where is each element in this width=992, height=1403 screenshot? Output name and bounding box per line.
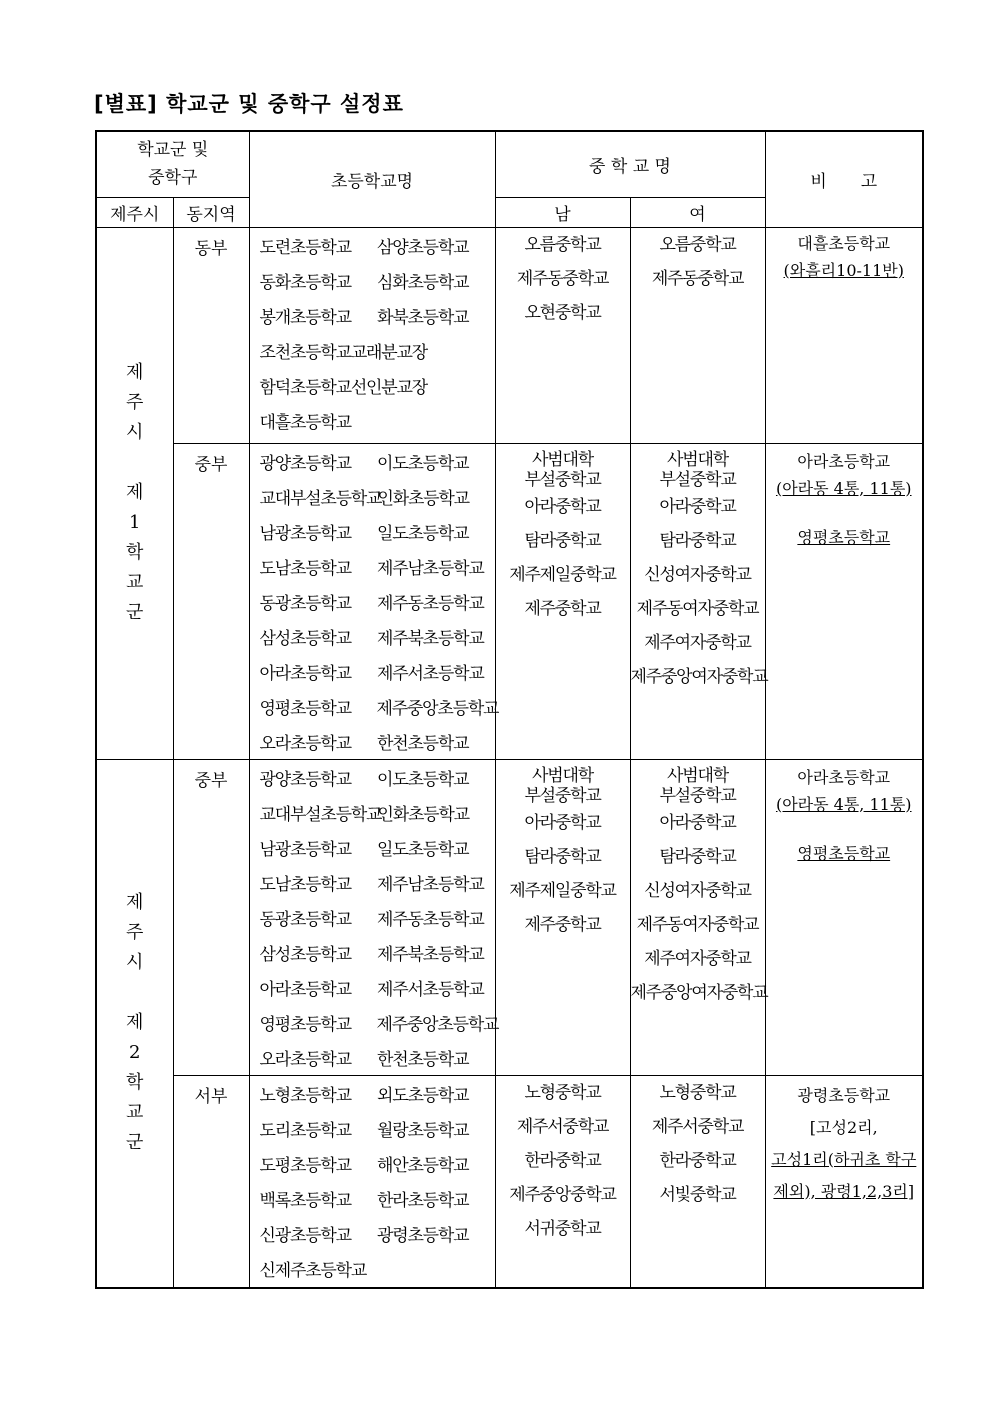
middle-school: 제주여자중학교 — [644, 632, 751, 653]
middle-school: 노형중학교 — [659, 1082, 736, 1103]
middle-school: 한라중학교 — [659, 1150, 736, 1171]
header-city: 제주시 — [96, 197, 173, 227]
vertical-char: 제 — [126, 482, 144, 503]
elementary-school: 남광초등학교 — [259, 839, 351, 860]
elementary-school: 광령초등학교 — [377, 1225, 469, 1246]
elementary-row — [250, 689, 499, 724]
middle-school: 서빛중학교 — [659, 1184, 736, 1205]
group1-central-remarks — [765, 443, 923, 759]
middle-school: 탐라중학교 — [524, 846, 601, 867]
remark-line: 대흘초등학교 — [797, 233, 891, 253]
middle-school: 아라중학교 — [524, 496, 601, 517]
elementary-school: 도남초등학교 — [259, 874, 351, 895]
elementary-school: 도련초등학교 — [259, 237, 351, 258]
group1-east-male — [495, 227, 630, 443]
area-label: 동부 — [194, 238, 228, 259]
middle-school: 부설중학교 — [524, 785, 601, 806]
group2-label-b — [97, 1008, 173, 1158]
middle-school: 한라중학교 — [524, 1150, 601, 1171]
elementary-row — [250, 1181, 495, 1216]
group2-west-male — [495, 1075, 630, 1288]
vertical-char: 2 — [129, 1042, 141, 1064]
group2-west-remarks — [765, 1075, 923, 1288]
elementary-school: 화북초등학교 — [377, 307, 469, 328]
area-label: 중부 — [194, 770, 228, 791]
elementary-school: 일도초등학교 — [377, 523, 469, 544]
middle-school: 제주동여자중학교 — [636, 598, 759, 619]
elementary-row — [250, 900, 495, 935]
elementary-school: 인화초등학교 — [377, 804, 469, 825]
group1-east-female — [630, 227, 765, 443]
elementary-row — [250, 1005, 499, 1040]
elementary-school: 오라초등학교 — [259, 1049, 351, 1070]
middle-school: 오현중학교 — [524, 302, 601, 323]
vertical-char: 시 — [126, 422, 144, 443]
middle-school: 제주중앙여자중학교 — [630, 666, 768, 687]
middle-school: 오름중학교 — [524, 234, 601, 255]
group1-central-female — [630, 443, 768, 759]
vertical-char: 군 — [126, 1132, 144, 1154]
elementary-school: 봉개초등학교 — [259, 307, 351, 328]
elementary-school: 신광초등학교 — [259, 1225, 351, 1246]
group1-label-b — [97, 478, 173, 628]
middle-school: 탐라중학교 — [524, 530, 601, 551]
elementary-school: 광양초등학교 — [259, 769, 351, 790]
middle-school: 오름중학교 — [659, 234, 736, 255]
middle-school: 아라중학교 — [659, 496, 736, 517]
elementary-row — [250, 935, 495, 970]
middle-school: 부설중학교 — [659, 785, 736, 806]
elementary-school: 노형초등학교 — [259, 1085, 351, 1106]
middle-school: 신성여자중학교 — [644, 880, 751, 901]
elementary-school: 해안초등학교 — [377, 1155, 469, 1176]
area-label: 중부 — [194, 454, 228, 475]
middle-school: 제주중학교 — [524, 914, 601, 935]
header-female: 여 — [630, 197, 765, 227]
elementary-school: 제주동초등학교 — [377, 593, 484, 614]
middle-school: 제주제일중학교 — [509, 880, 616, 901]
school-district-table — [95, 130, 924, 1289]
elementary-school: 오라초등학교 — [259, 733, 351, 754]
elementary-row — [250, 263, 495, 298]
group2-central-female — [630, 759, 768, 1075]
elementary-school: 신제주초등학교 — [259, 1260, 367, 1281]
elementary-school: 조천초등학교교래분교장 — [259, 342, 427, 363]
vertical-char: 군 — [126, 602, 144, 623]
vertical-char: 제 — [126, 1012, 144, 1034]
vertical-char: 제 — [126, 362, 144, 383]
group1-central-area — [173, 443, 249, 759]
elementary-school: 외도초등학교 — [377, 1085, 469, 1106]
vertical-char: 1 — [129, 512, 141, 533]
elementary-school: 아라초등학교 — [259, 663, 351, 684]
middle-school: 아라중학교 — [659, 812, 736, 833]
remark-line: (와흘리10-11반) — [783, 260, 904, 280]
vertical-char: 학 — [126, 1072, 144, 1094]
elementary-school: 아라초등학교 — [259, 979, 351, 1000]
elementary-school: 광양초등학교 — [259, 453, 351, 474]
elementary-row — [250, 444, 495, 479]
elementary-school: 도평초등학교 — [259, 1155, 351, 1176]
group2-label — [96, 759, 173, 1288]
elementary-row — [250, 584, 495, 619]
remark-line: 아라초등학교 — [797, 767, 891, 787]
elementary-school: 동광초등학교 — [259, 909, 351, 930]
middle-school: 제주중학교 — [524, 598, 601, 619]
group2-west-area — [173, 1075, 249, 1288]
elementary-row — [250, 514, 495, 549]
page-title: [별표] 학교군 및 중학구 설정표 — [94, 92, 404, 116]
middle-school: 제주중앙여자중학교 — [630, 982, 768, 1003]
vertical-char: 교 — [126, 1102, 144, 1124]
vertical-char: 주 — [126, 392, 144, 413]
elementary-row — [250, 760, 495, 795]
elementary-row — [250, 1076, 495, 1111]
group1-east-elementary — [249, 227, 495, 443]
middle-school: 사범대학 — [532, 449, 593, 470]
elementary-row — [250, 1111, 495, 1146]
group2-central-remarks — [765, 759, 923, 1075]
group1-east-area — [173, 227, 249, 443]
header-district: 동지역 — [173, 197, 249, 227]
elementary-school: 한라초등학교 — [377, 1190, 469, 1211]
middle-school: 부설중학교 — [659, 469, 736, 490]
remark-line: 고성1리(하귀초 학구 — [771, 1149, 917, 1169]
middle-school: 탐라중학교 — [659, 530, 736, 551]
remark-line: 영평초등학교 — [797, 527, 891, 547]
middle-school: 아라중학교 — [524, 812, 601, 833]
remark-line: 광령초등학교 — [797, 1085, 891, 1105]
elementary-school: 심화초등학교 — [377, 272, 469, 293]
elementary-school: 월랑초등학교 — [377, 1120, 469, 1141]
group1-east-remarks — [765, 227, 923, 443]
group2-central-elementary — [249, 759, 499, 1075]
elementary-school: 동화초등학교 — [259, 272, 351, 293]
elementary-row — [250, 1216, 495, 1251]
group2-label-a — [97, 888, 173, 978]
elementary-school: 이도초등학교 — [377, 769, 469, 790]
group1-label — [96, 227, 173, 759]
elementary-school: 제주중앙초등학교 — [376, 1014, 499, 1035]
elementary-school: 백록초등학교 — [259, 1190, 351, 1211]
group2-west-female — [630, 1075, 765, 1288]
header-group-line2: 중학구 — [148, 168, 198, 189]
middle-school: 사범대학 — [532, 765, 593, 786]
elementary-row — [250, 549, 495, 584]
header-group-line1: 학교군 및 — [137, 140, 209, 161]
elementary-row — [250, 654, 495, 689]
elementary-school: 제주동초등학교 — [377, 909, 484, 930]
elementary-school: 한천초등학교 — [377, 1049, 469, 1070]
middle-school: 제주동여자중학교 — [636, 914, 759, 935]
middle-school: 제주서중학교 — [651, 1116, 744, 1137]
remark-line: (아라동 4통, 11통) — [775, 794, 912, 814]
remark-line: (아라동 4통, 11통) — [775, 478, 912, 498]
group2-west-elementary — [249, 1075, 495, 1288]
middle-school: 제주동중학교 — [651, 268, 744, 289]
header-male: 남 — [495, 197, 630, 227]
elementary-school: 제주북초등학교 — [377, 944, 484, 965]
middle-school: 탐라중학교 — [659, 846, 736, 867]
group1-central-elementary — [249, 443, 499, 759]
middle-school: 제주서중학교 — [516, 1116, 609, 1137]
elementary-row — [250, 1146, 495, 1181]
elementary-row — [250, 830, 495, 865]
elementary-school: 제주서초등학교 — [377, 663, 484, 684]
header-group — [96, 131, 249, 197]
middle-school: 부설중학교 — [524, 469, 601, 490]
elementary-row — [250, 298, 495, 333]
elementary-row — [250, 865, 495, 900]
elementary-row — [250, 795, 495, 830]
elementary-row — [250, 479, 495, 514]
middle-school: 제주동중학교 — [516, 268, 609, 289]
elementary-school: 인화초등학교 — [377, 488, 469, 509]
area-label: 서부 — [194, 1086, 228, 1107]
elementary-school: 제주남초등학교 — [377, 558, 484, 579]
elementary-school: 영평초등학교 — [259, 698, 351, 719]
elementary-school: 한천초등학교 — [377, 733, 469, 754]
elementary-school: 남광초등학교 — [259, 523, 351, 544]
elementary-school: 제주북초등학교 — [377, 628, 484, 649]
group1-central-male — [495, 443, 630, 759]
elementary-school: 도리초등학교 — [259, 1120, 351, 1141]
elementary-school: 대흘초등학교 — [259, 412, 351, 433]
vertical-char: 제 — [126, 892, 144, 914]
remark-line: 제외), 광령1,2,3리] — [773, 1181, 915, 1201]
elementary-row — [250, 724, 495, 759]
middle-school: 사범대학 — [667, 765, 728, 786]
group2-central-area — [173, 759, 249, 1075]
middle-school: 신성여자중학교 — [644, 564, 751, 585]
middle-school: 제주제일중학교 — [509, 564, 616, 585]
middle-school: 서귀중학교 — [524, 1218, 601, 1239]
middle-school: 노형중학교 — [524, 1082, 601, 1103]
elementary-school: 삼양초등학교 — [377, 237, 469, 258]
elementary-row — [250, 228, 495, 263]
elementary-school: 이도초등학교 — [377, 453, 469, 474]
elementary-school: 삼성초등학교 — [259, 628, 351, 649]
header-middle: 중 학 교 명 — [495, 131, 765, 197]
elementary-school: 삼성초등학교 — [259, 944, 351, 965]
middle-school: 제주중앙중학교 — [509, 1184, 616, 1205]
group1-label-a — [97, 358, 173, 448]
remark-line: 아라초등학교 — [797, 451, 891, 471]
vertical-char: 교 — [126, 572, 144, 593]
header-remarks: 비 고 — [765, 131, 923, 227]
elementary-row — [250, 970, 495, 1005]
middle-school: 사범대학 — [667, 449, 728, 470]
remark-line: 영평초등학교 — [797, 843, 891, 863]
remark-line: [고성2리, — [809, 1117, 878, 1137]
elementary-school: 함덕초등학교선인분교장 — [259, 377, 427, 398]
elementary-school: 동광초등학교 — [259, 593, 351, 614]
elementary-school: 제주중앙초등학교 — [376, 698, 499, 719]
middle-school: 제주여자중학교 — [644, 948, 751, 969]
elementary-school: 도남초등학교 — [259, 558, 351, 579]
elementary-school: 일도초등학교 — [377, 839, 469, 860]
elementary-school: 교대부설초등학교 — [259, 804, 382, 825]
elementary-school: 제주남초등학교 — [377, 874, 484, 895]
header-elementary: 초등학교명 — [249, 131, 495, 227]
elementary-school: 영평초등학교 — [259, 1014, 351, 1035]
vertical-char: 학 — [126, 542, 144, 563]
elementary-row — [250, 1040, 495, 1075]
vertical-char: 주 — [126, 922, 144, 944]
elementary-row — [250, 619, 495, 654]
vertical-char: 시 — [126, 952, 144, 974]
elementary-school: 교대부설초등학교 — [259, 488, 382, 509]
group2-central-male — [495, 759, 630, 1075]
elementary-school: 제주서초등학교 — [377, 979, 484, 1000]
